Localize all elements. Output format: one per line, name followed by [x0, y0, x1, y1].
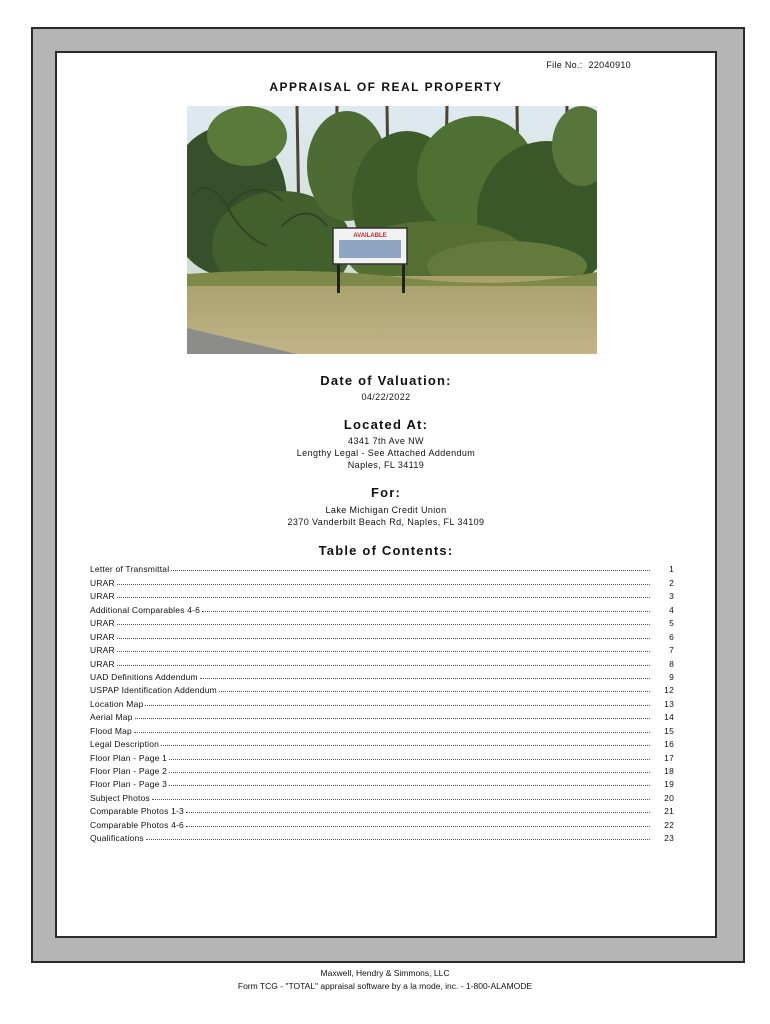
subject-property-photo	[187, 106, 597, 354]
toc-entry	[90, 574, 674, 587]
toc-leader	[169, 771, 650, 773]
toc-entry-label: URAR	[90, 631, 115, 642]
footer-software: Form TCG - "TOTAL" appraisal software by a la mode, inc. - 1-800-ALAMODE	[237, 981, 533, 991]
toc-entry-page: 5	[669, 618, 674, 629]
toc-entry-page: 7	[669, 645, 674, 656]
toc-leader	[117, 650, 650, 652]
toc-entry	[90, 830, 674, 843]
toc-entry-label: Subject Photos	[90, 792, 150, 803]
page-title: APPRAISAL OF REAL PROPERTY	[269, 80, 503, 94]
toc-entry-page: 13	[664, 698, 674, 709]
toc-entry-label: Additional Comparables 4-6	[90, 604, 201, 615]
toc-entry	[90, 816, 674, 829]
toc-leader	[169, 758, 650, 760]
valuation-heading: Date of Valuation:	[320, 373, 452, 388]
toc-entry-label: URAR	[90, 591, 115, 602]
toc-entry-label: UAD Definitions Addendum	[90, 671, 198, 682]
toc-entry	[90, 749, 674, 762]
table-of-contents	[90, 561, 674, 843]
toc-entry-label: Aerial Map	[90, 712, 133, 723]
address-line-2: Lengthy Legal - See Attached Addendum	[296, 448, 476, 458]
toc-entry-page: 12	[664, 685, 674, 696]
toc-entry	[90, 628, 674, 641]
toc-entry-label: Legal Description	[90, 739, 160, 750]
toc-entry-page: 15	[664, 725, 674, 736]
toc-entry	[90, 709, 674, 722]
toc-leader	[200, 677, 650, 679]
toc-entry-label: Comparable Photos 4-6	[90, 819, 184, 830]
toc-entry-page: 20	[664, 792, 674, 803]
located-heading: Located At:	[343, 417, 429, 432]
toc-entry-label: Letter of Transmittal	[90, 564, 170, 575]
toc-entry-label: Floor Plan - Page 3	[90, 779, 168, 790]
toc-entry-page: 8	[669, 658, 674, 669]
appraisal-cover-page	[55, 51, 717, 938]
toc-entry-page: 22	[664, 819, 674, 830]
toc-entry	[90, 669, 674, 682]
footer-company: Maxwell, Hendry & Simmons, LLC	[320, 968, 450, 978]
toc-entry-page: 3	[669, 591, 674, 602]
toc-entry-page: 6	[669, 631, 674, 642]
toc-entry-page: 14	[664, 712, 674, 723]
toc-leader	[117, 596, 650, 598]
toc-entry	[90, 642, 674, 655]
toc-entry-label: URAR	[90, 618, 115, 629]
toc-entry	[90, 655, 674, 668]
valuation-date: 04/22/2022	[361, 392, 411, 402]
toc-entry-label: URAR	[90, 645, 115, 656]
toc-leader	[169, 784, 650, 786]
toc-entry	[90, 722, 674, 735]
toc-entry	[90, 601, 674, 614]
toc-entry-page: 21	[664, 806, 674, 817]
address-line-1: 4341 7th Ave NW	[348, 436, 424, 446]
toc-entry-label: Floor Plan - Page 2	[90, 766, 168, 776]
toc-entry-page: 1	[669, 564, 674, 575]
toc-entry-label: Comparable Photos 1-3	[90, 806, 184, 817]
toc-entry	[90, 682, 674, 695]
toc-entry-page: 17	[664, 752, 674, 763]
toc-leader	[117, 583, 650, 585]
toc-entry	[90, 803, 674, 816]
toc-entry-page: 19	[664, 779, 674, 790]
toc-entry	[90, 561, 674, 574]
toc-entry-page: 2	[669, 577, 674, 588]
toc-heading: Table of Contents:	[318, 543, 454, 558]
file-number-label: File No.:	[546, 60, 583, 70]
client-address: 2370 Vanderbilt Beach Rd, Naples, FL 34109	[287, 517, 485, 527]
toc-entry-page: 23	[664, 833, 674, 844]
toc-leader	[135, 717, 650, 719]
toc-entry-page: 16	[664, 739, 674, 750]
toc-entry-label: URAR	[90, 577, 115, 588]
for-heading: For:	[370, 485, 402, 500]
toc-leader	[117, 623, 650, 625]
toc-leader	[161, 744, 650, 746]
toc-entry-label: USPAP Identification Addendum	[90, 685, 217, 696]
toc-entry-label: Location Map	[90, 698, 144, 709]
toc-leader	[152, 798, 650, 800]
sign-text: AVAILABLE	[353, 233, 387, 239]
file-number-value: 22040910	[588, 60, 631, 70]
toc-entry-label: Floor Plan - Page 1	[90, 752, 168, 763]
address-line-3: Naples, FL 34119	[347, 460, 425, 470]
toc-entry	[90, 763, 674, 776]
toc-leader	[146, 838, 650, 840]
toc-entry-label: URAR	[90, 658, 115, 669]
client-name: Lake Michigan Credit Union	[325, 505, 447, 515]
toc-leader	[134, 731, 650, 733]
toc-leader	[145, 704, 650, 706]
file-number	[546, 60, 631, 70]
toc-entry	[90, 695, 674, 708]
toc-entry	[90, 588, 674, 601]
toc-entry-page: 4	[669, 604, 674, 615]
toc-entry-page: 18	[664, 766, 674, 776]
toc-leader	[117, 637, 650, 639]
toc-entry-label: Flood Map	[90, 725, 132, 736]
page-border-frame	[31, 27, 745, 963]
toc-leader	[219, 690, 650, 692]
toc-entry	[90, 736, 674, 749]
toc-entry-page: 9	[669, 671, 674, 682]
toc-entry	[90, 776, 674, 789]
toc-entry	[90, 615, 674, 628]
toc-leader	[117, 664, 650, 666]
toc-leader	[171, 569, 650, 571]
toc-leader	[202, 610, 650, 612]
toc-leader	[186, 811, 650, 813]
toc-entry	[90, 789, 674, 802]
toc-leader	[186, 825, 650, 827]
toc-entry-label: Qualifications	[90, 833, 144, 844]
